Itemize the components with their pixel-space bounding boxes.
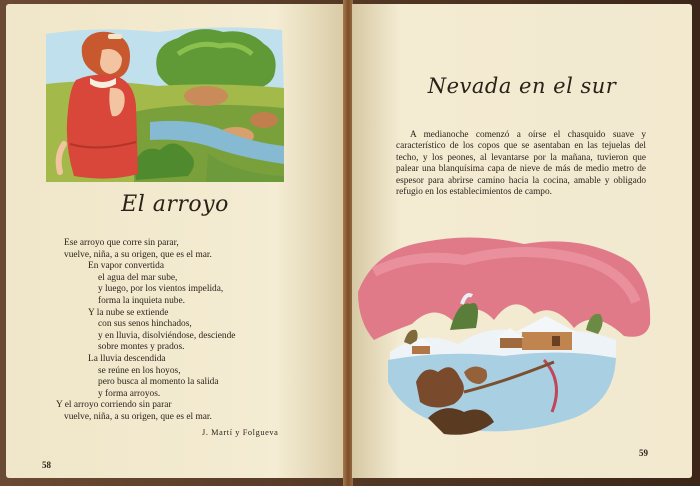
poem-author: J. Martí y Folgueva — [202, 428, 279, 437]
left-page — [6, 4, 344, 478]
poem-line: Y el arroyo corriendo sin parar — [56, 400, 172, 411]
story-paragraph: A medianoche comenzó a oírse el chasquido suave y característico de los copos que se asentaban en las tejuelas del techo, y los peones, al levantarse por la mañana, tuvieron que palear una blanquísima capa de nieve de más de medio metro de espesor para abrirse camino hacia la cocina, amable y obligado refugio en los establecimientos de campo. — [396, 130, 646, 198]
poem-line: el agua del mar sube, — [98, 272, 178, 283]
poem-line: se reúne en los hoyos, — [98, 365, 181, 376]
poem-line: La lluvia descendida — [88, 353, 166, 364]
poem-line: pero busca al momento la salida — [98, 377, 219, 388]
right-page — [352, 4, 692, 478]
poem-line: vuelve, niña, a su origen, que es el mar. — [64, 249, 212, 260]
story-title: Nevada en el sur — [427, 74, 617, 98]
poem-title: El arroyo — [121, 192, 229, 217]
poem-line: y en lluvia, disolviéndose, desciende — [98, 330, 236, 341]
poem-line: En vapor convertida — [88, 261, 165, 272]
page-number-left: 58 — [42, 460, 51, 470]
poem-line: y luego, por los vientos impelida, — [98, 284, 224, 295]
poem-line: y forma arroyos. — [98, 388, 161, 399]
poem-line: Ese arroyo que corre sin parar, — [64, 238, 179, 248]
girl-by-stream-illustration — [38, 24, 290, 184]
snowy-landscape-illustration — [354, 232, 654, 442]
page-number-right: 59 — [639, 448, 648, 458]
poem-line: Y la nube se extiende — [88, 307, 169, 318]
poem-body — [56, 238, 324, 424]
poem-line: vuelve, niña, a su origen, que es el mar. — [64, 411, 212, 422]
poem-line: forma la inquieta nube. — [98, 295, 185, 306]
poem-line: sobre montes y prados. — [98, 342, 185, 353]
poem-line: con sus senos hinchados, — [98, 319, 192, 330]
